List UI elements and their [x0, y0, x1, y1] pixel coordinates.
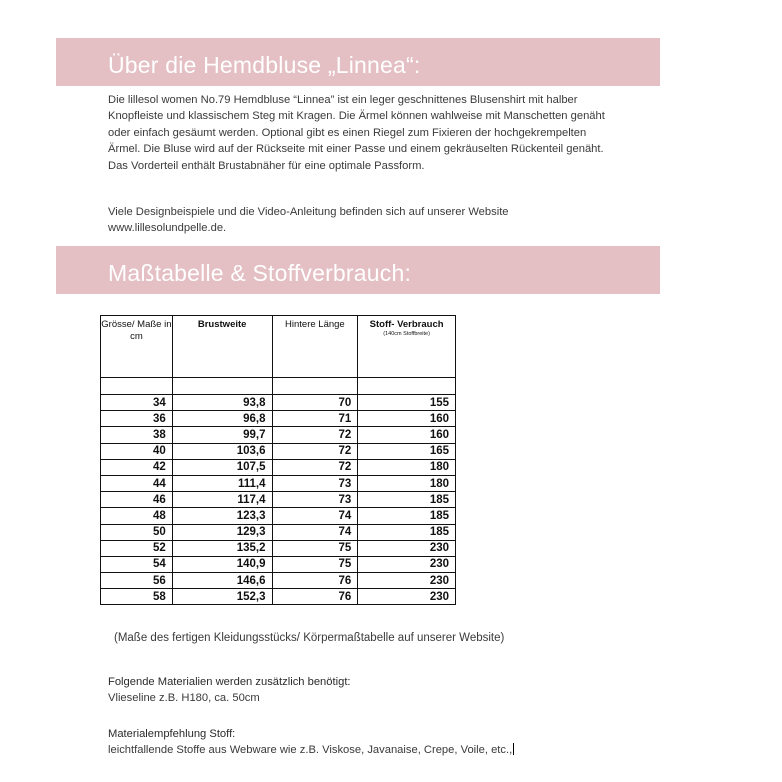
cell-bust: 117,4 [172, 492, 272, 508]
website-paragraph [108, 204, 728, 237]
table-row [101, 411, 456, 427]
cell-fabric-usage: 155 [358, 395, 456, 411]
cell-bust: 96,8 [172, 411, 272, 427]
cell-back-length: 74 [272, 524, 358, 540]
fabric-heading: Materialempfehlung Stoff: [108, 728, 236, 740]
intro-line: Das Vorderteil enthält Brustabnäher für eine optimale Passform. [108, 159, 425, 172]
cell-bust: 111,4 [172, 475, 272, 491]
cell-size: 48 [101, 508, 173, 524]
table-note: (Maße des fertigen Kleidungsstücks/ Körpermaßtabelle auf unserer Website) [114, 632, 505, 644]
cell-bust: 129,3 [172, 524, 272, 540]
cell-fabric-usage: 180 [358, 475, 456, 491]
cell-size: 56 [101, 573, 173, 589]
table-spacer-row [101, 378, 456, 395]
table-row [101, 540, 456, 556]
cell-size: 52 [101, 540, 173, 556]
section-title-size-table: Maßtabelle & Stoffverbrauch: [108, 260, 412, 286]
cell-fabric-usage: 185 [358, 524, 456, 540]
cell-fabric-usage: 185 [358, 492, 456, 508]
fabric-text[interactable]: leichtfallende Stoffe aus Webware wie z.B. Viskose, Javanaise, Crepe, Voile, etc., [108, 744, 513, 756]
materials-heading: Folgende Materialien werden zusätzlich benötigt: [108, 676, 351, 688]
cell-fabric-usage: 160 [358, 411, 456, 427]
cell-back-length: 74 [272, 508, 358, 524]
cell-size: 44 [101, 475, 173, 491]
cell-back-length: 72 [272, 427, 358, 443]
table-row [101, 492, 456, 508]
table-header-row [101, 316, 456, 378]
cell-size: 34 [101, 395, 173, 411]
table-row [101, 589, 456, 605]
cell-back-length: 76 [272, 573, 358, 589]
cell-fabric-usage: 160 [358, 427, 456, 443]
website-link[interactable]: www.lillesolundpelle.de. [108, 222, 227, 235]
cell-bust: 93,8 [172, 395, 272, 411]
cell-fabric-usage: 230 [358, 540, 456, 556]
cell-back-length: 70 [272, 395, 358, 411]
cell-size: 54 [101, 556, 173, 572]
cell-back-length: 73 [272, 475, 358, 491]
cell-back-length: 71 [272, 411, 358, 427]
section-header-about [56, 38, 660, 86]
intro-line: Ärmel. Die Bluse wird auf der Rückseite mit einer Passe und einem gekräuselten Rückenteil genäht. [108, 143, 604, 156]
cell-fabric-usage: 180 [358, 459, 456, 475]
table-row [101, 443, 456, 459]
cell-bust: 135,2 [172, 540, 272, 556]
cell-bust: 103,6 [172, 443, 272, 459]
header-back-length: Hintere Länge [272, 316, 358, 378]
table-row [101, 475, 456, 491]
cell-size: 40 [101, 443, 173, 459]
table-row [101, 508, 456, 524]
cell-back-length: 75 [272, 540, 358, 556]
cell-back-length: 76 [272, 589, 358, 605]
cell-fabric-usage: 230 [358, 556, 456, 572]
materials-text: Vlieseline z.B. H180, ca. 50cm [108, 692, 260, 704]
cell-bust: 99,7 [172, 427, 272, 443]
cell-bust: 152,3 [172, 589, 272, 605]
header-fabric-usage: Stoff- Verbrauch (140cm Stoffbreite) [358, 316, 456, 378]
table-row [101, 524, 456, 540]
cell-size: 38 [101, 427, 173, 443]
website-line: Viele Designbeispiele und die Video-Anleitung befinden sich auf unserer Website [108, 206, 509, 218]
cell-fabric-usage: 185 [358, 508, 456, 524]
section-header-size-table [56, 246, 660, 294]
table-row [101, 459, 456, 475]
cell-fabric-usage: 165 [358, 443, 456, 459]
table-row [101, 573, 456, 589]
cell-bust: 140,9 [172, 556, 272, 572]
cell-back-length: 72 [272, 443, 358, 459]
header-bust: Brustweite [172, 316, 272, 378]
header-size: Grösse/ Maße in cm [101, 316, 173, 378]
fabric-block [108, 726, 514, 758]
cell-bust: 107,5 [172, 459, 272, 475]
table-row [101, 556, 456, 572]
cell-bust: 123,3 [172, 508, 272, 524]
cell-back-length: 73 [272, 492, 358, 508]
size-table [100, 315, 456, 605]
cell-bust: 146,6 [172, 573, 272, 589]
cell-size: 58 [101, 589, 173, 605]
section-title-about: Über die Hemdbluse „Linnea“: [108, 52, 421, 78]
text-cursor [513, 743, 514, 755]
intro-line: oder einfach gesäumt werden. Optional gibt es einen Riegel zum Fixieren der hochgekrempelten [108, 126, 587, 139]
intro-line: Die lillesol women No.79 Hemdbluse “Linnea” ist ein leger geschnittenes Blusenshirt mit halber [108, 94, 578, 106]
cell-back-length: 72 [272, 459, 358, 475]
intro-line: Knopfleiste und klassischem Steg mit Kragen. Die Ärmel können wahlweise mit Manschetten genäht [108, 110, 605, 123]
table-row [101, 395, 456, 411]
cell-size: 50 [101, 524, 173, 540]
cell-fabric-usage: 230 [358, 573, 456, 589]
cell-size: 46 [101, 492, 173, 508]
table-row [101, 427, 456, 443]
materials-block [108, 674, 351, 706]
cell-back-length: 75 [272, 556, 358, 572]
cell-fabric-usage: 230 [358, 589, 456, 605]
cell-size: 36 [101, 411, 173, 427]
cell-size: 42 [101, 459, 173, 475]
header-fabric-note: (140cm Stoffbreite) [383, 331, 430, 337]
intro-paragraph [108, 92, 728, 174]
